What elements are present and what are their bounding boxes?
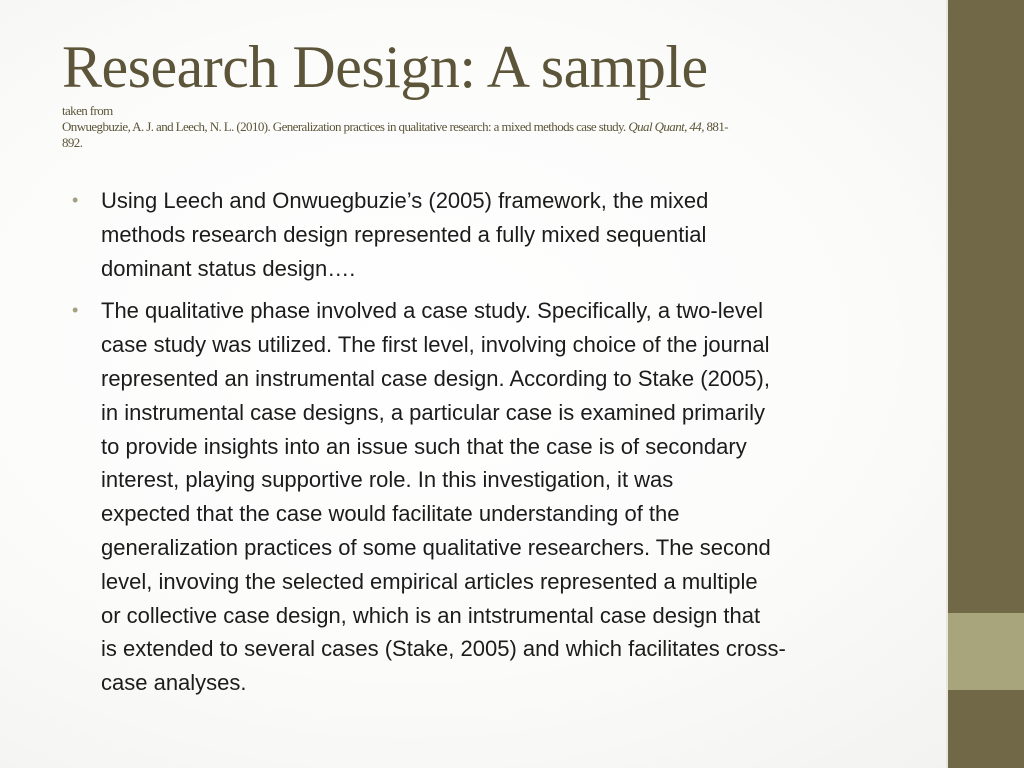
citation-line-3: 892. bbox=[62, 135, 83, 150]
bullet-item-1 bbox=[72, 184, 932, 285]
bullet-2-line: interest, playing supportive role. In this investigation, it was bbox=[101, 467, 674, 493]
bullet-1-line: Using Leech and Onwuegbuzie’s (2005) framework, the mixed bbox=[101, 188, 709, 213]
citation bbox=[62, 103, 902, 151]
bullet-2-line: in instrumental case designs, a particular case is examined primarily bbox=[101, 399, 765, 425]
citation-journal: Qual Quant, 44, bbox=[628, 119, 704, 134]
bullet-1-line: methods research design represented a fully mixed sequential bbox=[101, 221, 707, 247]
bullet-2-line: to provide insights into an issue such that the case is of secondary bbox=[101, 433, 747, 459]
bullet-dot-icon: • bbox=[72, 190, 79, 210]
citation-line-1: taken from bbox=[62, 103, 113, 118]
bullet-2-line: is extended to several cases (Stake, 2005) and which facilitates cross- bbox=[101, 636, 786, 662]
bullet-2-line: represented an instrumental case design. According to Stake (2005), bbox=[101, 365, 770, 391]
bullet-1-line: dominant status design…. bbox=[101, 255, 356, 281]
bullet-2-line: case analyses. bbox=[101, 670, 247, 696]
citation-pages-start: 881- bbox=[703, 119, 728, 134]
decorative-sidebar-accent bbox=[948, 613, 1024, 690]
title-block bbox=[62, 34, 902, 151]
bullet-list bbox=[72, 184, 932, 709]
bullet-2-line: expected that the case would facilitate understanding of the bbox=[101, 501, 680, 527]
bullet-2-line: case study was utilized. The first level, involving choice of the journal bbox=[101, 332, 770, 358]
bullet-2-line: or collective case design, which is an intstrumental case design that bbox=[101, 602, 761, 628]
bullet-item-2 bbox=[72, 294, 932, 700]
slide-title: Research Design: A sample bbox=[62, 34, 708, 100]
bullet-2-line: generalization practices of some qualitative researchers. The second bbox=[101, 534, 771, 560]
citation-line-2 bbox=[62, 119, 902, 135]
citation-reference: Onwuegbuzie, A. J. and Leech, N. L. (2010). Generalization practices in qualitative research: a mixed methods case study. bbox=[62, 119, 629, 134]
bullet-dot-icon: • bbox=[72, 300, 79, 321]
bullet-2-line: level, invoving the selected empirical articles represented a multiple bbox=[101, 568, 758, 594]
bullet-2-line: The qualitative phase involved a case study. Specifically, a two-level bbox=[101, 298, 763, 324]
